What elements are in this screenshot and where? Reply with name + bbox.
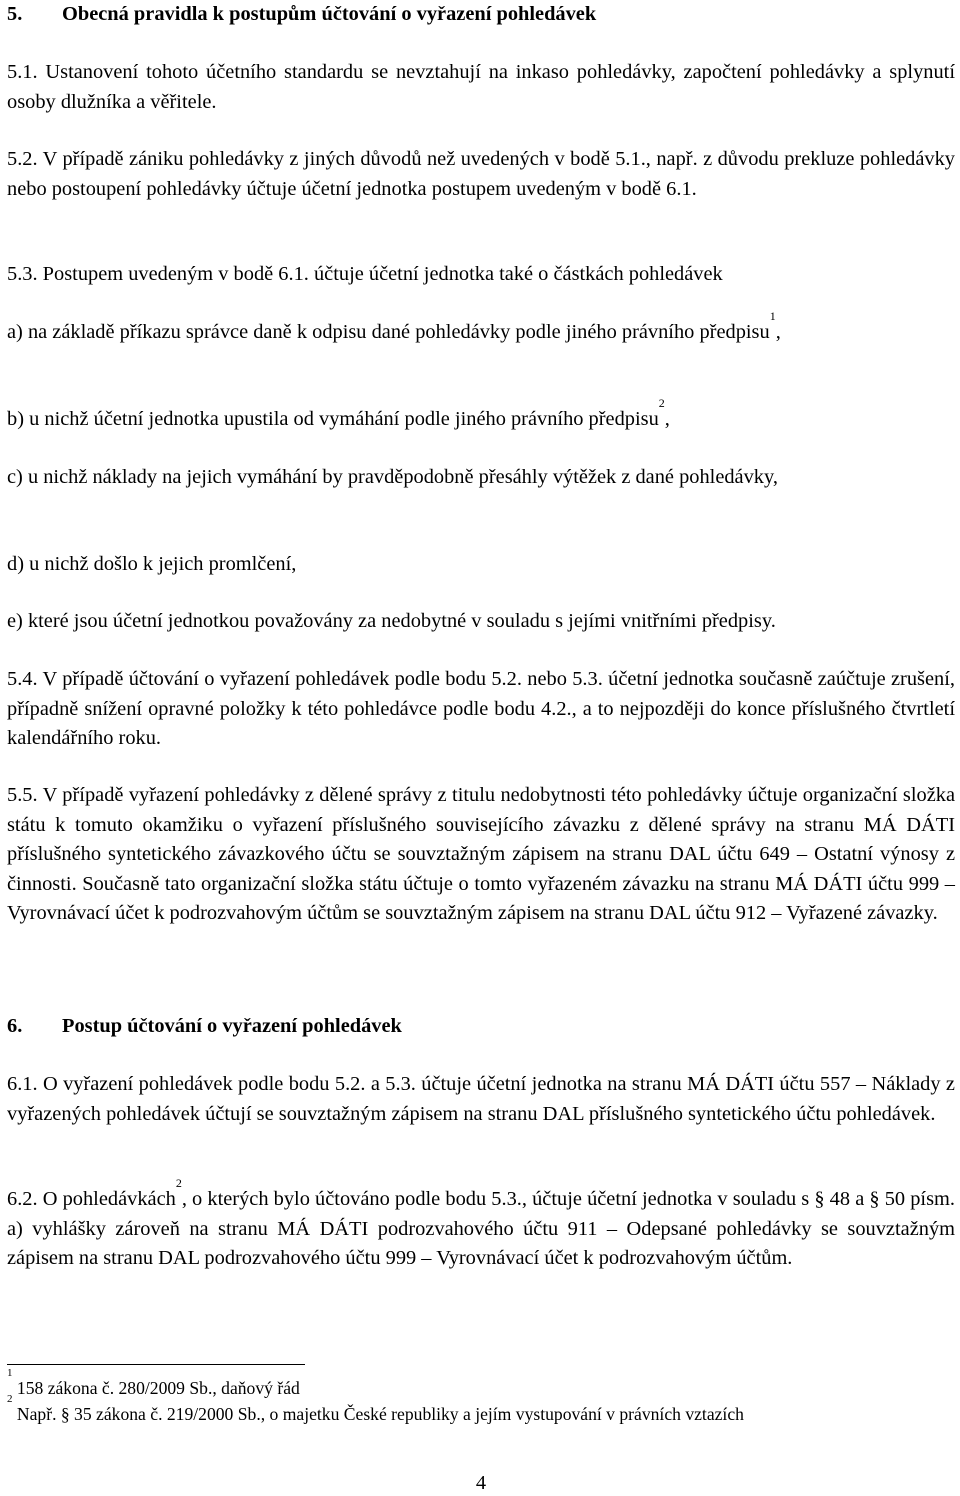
item-d: d) u nichž došlo k jejich promlčení, xyxy=(7,553,297,575)
item-e: e) které jsou účetní jednotkou považovány za nedobytné v souladu s jejími vnitřními předpisy. xyxy=(7,610,776,632)
paragraph-5-3: 5.3. Postupem uvedeným v bodě 6.1. účtuje účetní jednotka také o částkách pohledávek xyxy=(7,263,723,285)
paragraph-5-5: 5.5. V případě vyřazení pohledávky z dělené správy z titulu nedobytnosti této pohledávky účtuje organizační složka státu k tomuto okamžiku o vyřazení příslušného souvisejícího závazku z dělené správy na stranu MÁ DÁTI příslušného syntetického závazkového účtu se souvztažným zápisem na stranu DAL účtu 649 – Ostatní výnosy z činnosti. Současně tato organizační složka státu účtuje o tomto vyřazeném závazku na stranu MÁ DÁTI účtu 999 – Vyrovnávací účet k podrozvahovým účtům se souvztažným zápisem na stranu DAL účtu 912 – Vyřazené závazky. xyxy=(7,784,955,925)
footnote-ref-2: 2 xyxy=(658,396,665,410)
paragraph-5-4: 5.4. V případě účtování o vyřazení pohledávek podle bodu 5.2. nebo 5.3. účetní jednotka současně zaúčtuje zrušení, případně snížení opravné položky k této pohledávce podle bodu 4.2., a to nejpozději do konce příslušného čtvrtletí kalendářního roku. xyxy=(7,668,955,750)
item-b: b) u nichž účetní jednotka upustila od vymáhání podle jiného právního předpisu$^2$, xyxy=(7,396,670,430)
footnote-ref-2: 2 xyxy=(175,1176,182,1190)
footnote-separator xyxy=(7,1364,305,1365)
paragraph-6-2: 6.2. O pohledávkách$^2$, o kterých bylo účtováno podle bodu 5.3., účtuje účetní jednotka v souladu s § 48 a § 50 písm. a) vyhlášky zároveň na stranu MÁ DÁTI podrozvahového účtu 911 – Odepsané pohledávky se souvztažným zápisem na stranu DAL podrozvahového účtu 999 – Vyrovnávací účet k podrozvahovým účtům. xyxy=(7,1176,955,1270)
section-5-heading: 5. Obecná pravidla k postupům účtování o vyřazení pohledávek xyxy=(7,3,597,25)
section-6-heading: 6. Postup účtování o vyřazení pohledávek xyxy=(7,1015,402,1037)
footnote-1: $^1$ 158 zákona č. 280/2009 Sb., daňový řád xyxy=(7,1367,300,1398)
footnote-ref-1: 1 xyxy=(769,309,776,323)
page-number: 4 xyxy=(475,1472,487,1494)
item-c: c) u nichž náklady na jejich vymáhání by pravděpodobně přesáhly výtěžek z dané pohledávky, xyxy=(7,466,778,488)
paragraph-5-1: 5.1. Ustanovení tohoto účetního standardu se nevztahují na inkaso pohledávky, započtení pohledávky a splynutí osoby dlužníka a věřitele. xyxy=(7,61,955,113)
item-a: a) na základě příkazu správce daně k odpisu dané pohledávky podle jiného právního předpisu$^1$, xyxy=(7,309,781,343)
paragraph-5-2: 5.2. V případě zániku pohledávky z jiných důvodů než uvedených v bodě 5.1., např. z důvodu prekluze pohledávky nebo postoupení pohledávky účtuje účetní jednotka postupem uvedeným v bodě 6.1. xyxy=(7,148,955,200)
footnote-2: $^2$ Např. § 35 zákona č. 219/2000 Sb., o majetku České republiky a jejím vystupování v právních vztazích xyxy=(7,1393,744,1424)
paragraph-6-1: 6.1. O vyřazení pohledávek podle bodu 5.2. a 5.3. účtuje účetní jednotka na stranu MÁ DÁTI účtu 557 – Náklady z vyřazených pohledávek účtují se souvztažným zápisem na stranu DAL příslušného syntetického účtu pohledávek. xyxy=(7,1073,955,1125)
